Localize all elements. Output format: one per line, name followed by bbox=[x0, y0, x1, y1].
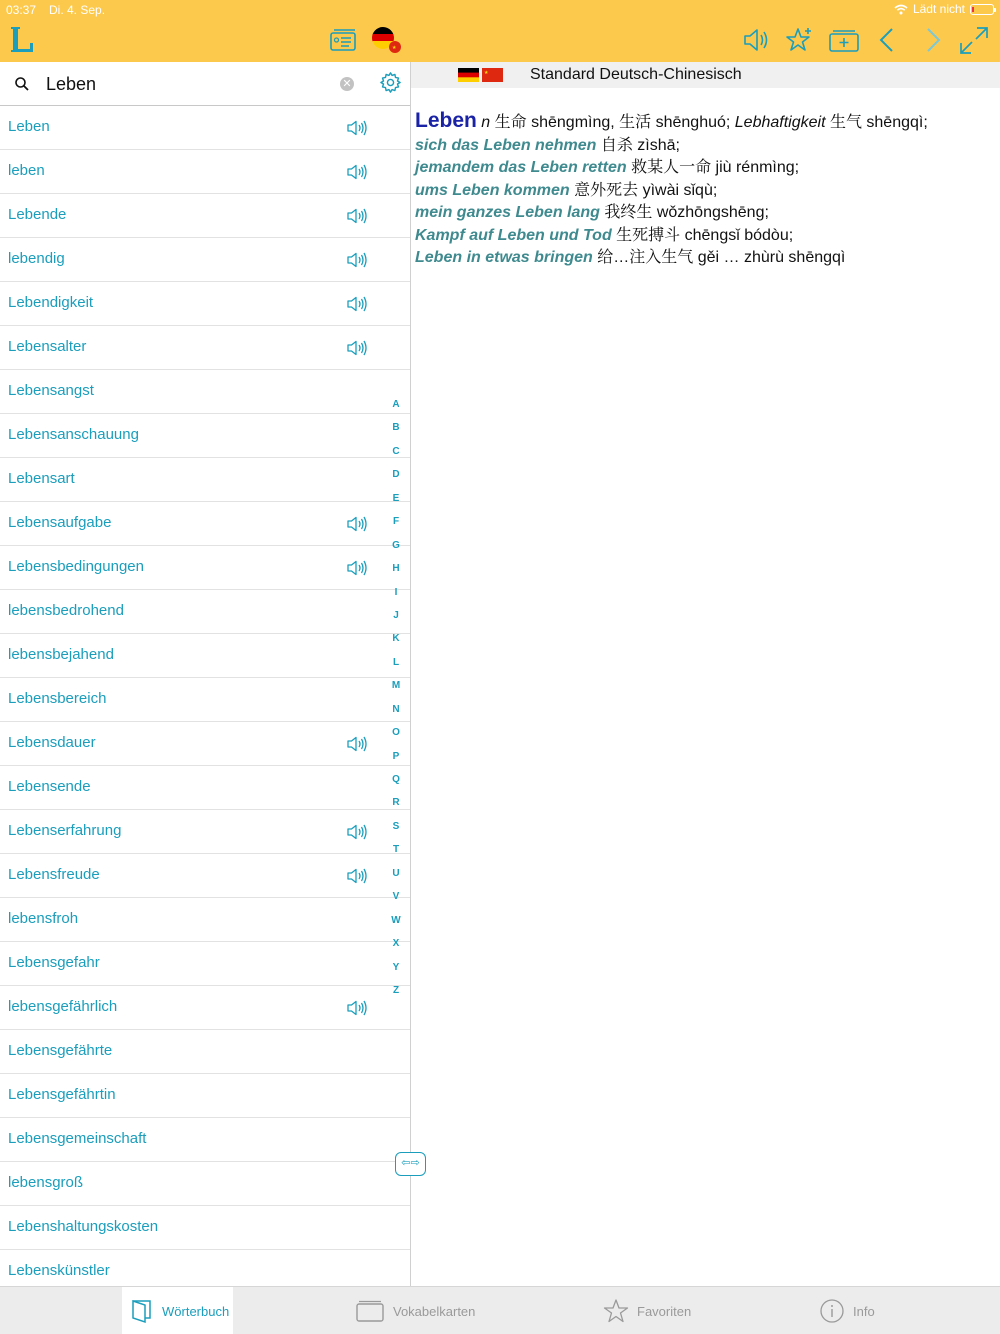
star-icon bbox=[603, 1298, 629, 1324]
add-card-icon[interactable] bbox=[828, 24, 860, 56]
speaker-icon[interactable] bbox=[346, 514, 368, 534]
phrase-line bbox=[415, 135, 995, 158]
tab-vokabelkarten[interactable] bbox=[355, 1287, 475, 1334]
word-list-item[interactable] bbox=[0, 282, 410, 326]
speaker-icon[interactable] bbox=[346, 866, 368, 886]
word-label: Lebensaufgabe bbox=[8, 514, 112, 531]
phrase-translation: 给…注入生气 gěi … zhùrù shēngqì bbox=[592, 249, 846, 266]
entry-part-of-speech: n bbox=[481, 114, 491, 131]
search-input[interactable] bbox=[46, 70, 326, 98]
word-list-item[interactable] bbox=[0, 502, 410, 546]
tab-label: Wörterbuch bbox=[162, 1303, 230, 1319]
entry-definition-end: 生气 shēngqì; bbox=[825, 114, 928, 131]
word-label: Lebensart bbox=[8, 470, 75, 487]
word-label: lebensgefährlich bbox=[8, 998, 118, 1015]
word-label: Lebensgefährte bbox=[8, 1042, 113, 1059]
word-label: leben bbox=[8, 162, 45, 179]
flashcard-list-icon[interactable] bbox=[327, 24, 359, 56]
phrase-line bbox=[415, 202, 995, 225]
alphabet-index-letter[interactable]: V bbox=[392, 891, 400, 903]
word-list-item[interactable] bbox=[0, 766, 410, 810]
tab-label: Favoriten bbox=[637, 1303, 692, 1319]
word-list-item[interactable] bbox=[0, 1162, 410, 1206]
word-list-item[interactable] bbox=[0, 106, 410, 150]
phrase-translation: 生死搏斗 chēngsǐ bódòu; bbox=[611, 226, 794, 244]
word-list-item[interactable] bbox=[0, 150, 410, 194]
word-label: Lebende bbox=[8, 206, 67, 223]
entry-definition-italic: Lebhaftigkeit bbox=[734, 114, 826, 131]
word-label: Lebensbereich bbox=[8, 690, 107, 707]
alphabet-index-letter[interactable]: H bbox=[392, 563, 400, 575]
chinese-flag-icon bbox=[482, 68, 503, 82]
wifi-icon bbox=[894, 4, 908, 15]
speaker-icon[interactable] bbox=[346, 294, 368, 314]
word-label: Lebenskünstler bbox=[8, 1262, 110, 1279]
add-favorite-icon[interactable] bbox=[784, 24, 816, 56]
alphabet-index-letter[interactable]: N bbox=[392, 703, 400, 715]
search-bar bbox=[0, 62, 410, 106]
tab-bar bbox=[0, 1286, 1000, 1334]
settings-gear-icon[interactable] bbox=[379, 71, 402, 94]
speaker-icon[interactable] bbox=[346, 206, 368, 226]
word-label: Lebensanschauung bbox=[8, 426, 139, 443]
phrase-text[interactable]: jemandem das Leben retten bbox=[415, 159, 627, 176]
word-label: Lebenserfahrung bbox=[8, 822, 122, 839]
word-list-item[interactable] bbox=[0, 194, 410, 238]
info-icon bbox=[819, 1298, 845, 1324]
phrase-translation: 意外死去 yìwài sǐqù; bbox=[569, 181, 718, 199]
alphabet-index-letter[interactable]: P bbox=[392, 750, 400, 762]
status-time: 03:37 bbox=[6, 3, 37, 17]
svg-text:★: ★ bbox=[392, 45, 397, 51]
phrase-line bbox=[415, 180, 995, 203]
speaker-icon[interactable] bbox=[346, 118, 368, 138]
word-label: lebensbejahend bbox=[8, 646, 114, 663]
alphabet-index[interactable] bbox=[387, 397, 405, 1006]
speaker-icon[interactable] bbox=[346, 250, 368, 270]
dictionary-title: Standard Deutsch-Chinesisch bbox=[530, 66, 742, 83]
phrase-text[interactable]: Kampf auf Leben und Tod bbox=[415, 226, 612, 244]
speaker-icon[interactable] bbox=[346, 338, 368, 358]
phrase-text[interactable]: mein ganzes Leben lang bbox=[415, 204, 600, 221]
word-label: Lebensgefährtin bbox=[8, 1086, 116, 1103]
phrase-translation: 自杀 zìshā; bbox=[596, 136, 680, 154]
word-list-item[interactable] bbox=[0, 898, 410, 942]
word-list[interactable] bbox=[0, 106, 410, 1286]
word-list-item[interactable] bbox=[0, 942, 410, 986]
alphabet-index-letter[interactable]: S bbox=[392, 820, 400, 832]
alphabet-index-letter[interactable]: C bbox=[392, 445, 400, 457]
split-view-handle-icon[interactable]: ⇦⇨ bbox=[395, 1152, 426, 1176]
alphabet-index-letter[interactable]: R bbox=[392, 797, 400, 809]
alphabet-index-letter[interactable]: M bbox=[391, 680, 401, 692]
word-list-item[interactable] bbox=[0, 1030, 410, 1074]
speaker-icon[interactable] bbox=[346, 822, 368, 842]
word-list-item[interactable] bbox=[0, 722, 410, 766]
entry-headword: Leben bbox=[415, 109, 477, 132]
word-label: Lebendigkeit bbox=[8, 294, 94, 311]
clear-search-icon[interactable]: ✕ bbox=[340, 77, 354, 91]
word-list-item[interactable] bbox=[0, 1118, 410, 1162]
alphabet-index-letter[interactable]: U bbox=[392, 867, 400, 879]
phrase-translation: 我终生 wǒzhōngshēng; bbox=[599, 204, 769, 221]
word-label: Lebensbedingungen bbox=[8, 558, 144, 575]
word-label: Lebensalter bbox=[8, 338, 87, 355]
word-label: lebendig bbox=[8, 250, 65, 267]
word-list-item[interactable] bbox=[0, 1206, 410, 1250]
phrase-line bbox=[415, 225, 995, 248]
alphabet-index-letter[interactable]: L bbox=[392, 656, 400, 668]
entry-headline bbox=[415, 110, 995, 135]
word-label: Leben bbox=[8, 118, 50, 135]
alphabet-index-letter[interactable]: O bbox=[392, 727, 400, 739]
word-list-item[interactable] bbox=[0, 1074, 410, 1118]
phrase-text[interactable]: Leben in etwas bringen bbox=[415, 249, 593, 266]
word-label: lebensfroh bbox=[8, 910, 79, 927]
status-date: Di. 4. Sep. bbox=[49, 3, 106, 17]
alphabet-index-letter[interactable]: W bbox=[391, 914, 401, 926]
entry-phrases bbox=[415, 135, 995, 270]
alphabet-index-letter[interactable]: J bbox=[393, 609, 399, 621]
tab-favoriten[interactable] bbox=[603, 1287, 691, 1334]
forward-icon[interactable] bbox=[916, 24, 948, 56]
cards-icon bbox=[355, 1298, 385, 1324]
phrase-text[interactable]: sich das Leben nehmen bbox=[415, 136, 597, 154]
language-flags-icon[interactable] bbox=[370, 24, 402, 56]
word-list-item[interactable] bbox=[0, 590, 410, 634]
alphabet-index-letter[interactable]: G bbox=[392, 539, 400, 551]
alphabet-index-letter[interactable]: X bbox=[392, 938, 400, 950]
dictionary-entry bbox=[415, 110, 995, 270]
word-list-item[interactable] bbox=[0, 1250, 410, 1286]
alphabet-index-letter[interactable]: E bbox=[392, 492, 400, 504]
book-icon bbox=[130, 1298, 154, 1324]
alphabet-index-letter[interactable]: A bbox=[392, 399, 400, 410]
speaker-icon[interactable] bbox=[346, 734, 368, 754]
speaker-icon[interactable] bbox=[346, 558, 368, 578]
alphabet-index-letter[interactable]: Q bbox=[392, 774, 400, 785]
langenscheidt-logo-icon[interactable] bbox=[8, 24, 38, 54]
alphabet-index-letter[interactable]: B bbox=[392, 422, 400, 434]
phrase-line bbox=[415, 157, 995, 180]
back-icon[interactable] bbox=[872, 24, 904, 56]
speaker-icon[interactable] bbox=[346, 162, 368, 182]
word-label: Lebensfreude bbox=[8, 866, 100, 883]
alphabet-index-letter[interactable]: I bbox=[394, 586, 398, 598]
word-list-item[interactable] bbox=[0, 326, 410, 370]
alphabet-index-letter[interactable]: T bbox=[392, 844, 400, 856]
tab-label: Vokabelkarten bbox=[393, 1303, 476, 1319]
alphabet-index-letter[interactable]: Z bbox=[392, 984, 400, 996]
pane-divider bbox=[410, 62, 411, 1286]
word-label: lebensgroß bbox=[8, 1174, 84, 1191]
alphabet-index-letter[interactable]: Y bbox=[392, 961, 400, 973]
german-flag-icon bbox=[458, 68, 479, 82]
entry-definition: 生命 shēngmìng, 生活 shēnghuó; bbox=[490, 114, 735, 131]
alphabet-index-letter[interactable]: F bbox=[392, 516, 400, 528]
word-label: Lebenshaltungskosten bbox=[8, 1218, 159, 1235]
word-list-item[interactable] bbox=[0, 634, 410, 678]
word-list-item[interactable] bbox=[0, 546, 410, 590]
word-list-item[interactable] bbox=[0, 810, 410, 854]
word-list-item[interactable] bbox=[0, 986, 410, 1030]
svg-text:★: ★ bbox=[484, 70, 489, 76]
tab-woerterbuch[interactable] bbox=[122, 1287, 233, 1334]
word-list-item[interactable] bbox=[0, 238, 410, 282]
search-icon bbox=[14, 76, 30, 92]
word-list-item[interactable] bbox=[0, 678, 410, 722]
word-list-item[interactable] bbox=[0, 458, 410, 502]
dictionary-header bbox=[411, 62, 1000, 88]
word-list-item[interactable] bbox=[0, 854, 410, 898]
speaker-icon[interactable] bbox=[740, 24, 772, 56]
battery-icon bbox=[970, 4, 994, 15]
word-label: Lebensgemeinschaft bbox=[8, 1130, 147, 1147]
status-right bbox=[894, 2, 994, 16]
tab-info[interactable] bbox=[819, 1287, 875, 1334]
word-label: Lebensende bbox=[8, 778, 91, 795]
word-list-item[interactable] bbox=[0, 370, 410, 414]
tab-label: Info bbox=[853, 1303, 875, 1319]
word-label: Lebensgefahr bbox=[8, 954, 100, 971]
toolbar bbox=[0, 0, 1000, 62]
phrase-line bbox=[415, 247, 995, 270]
word-list-item[interactable] bbox=[0, 414, 410, 458]
alphabet-index-letter[interactable]: K bbox=[392, 633, 400, 645]
charging-status: Lädt nicht bbox=[912, 2, 965, 16]
alphabet-index-letter[interactable]: D bbox=[392, 469, 400, 481]
word-label: Lebensdauer bbox=[8, 734, 96, 751]
word-label: lebensbedrohend bbox=[8, 602, 124, 619]
word-label: Lebensangst bbox=[8, 382, 94, 399]
phrase-text[interactable]: ums Leben kommen bbox=[415, 181, 570, 199]
fullscreen-icon[interactable] bbox=[958, 24, 990, 56]
phrase-translation: 救某人一命 jiù rénmìng; bbox=[626, 159, 800, 176]
speaker-icon[interactable] bbox=[346, 998, 368, 1018]
